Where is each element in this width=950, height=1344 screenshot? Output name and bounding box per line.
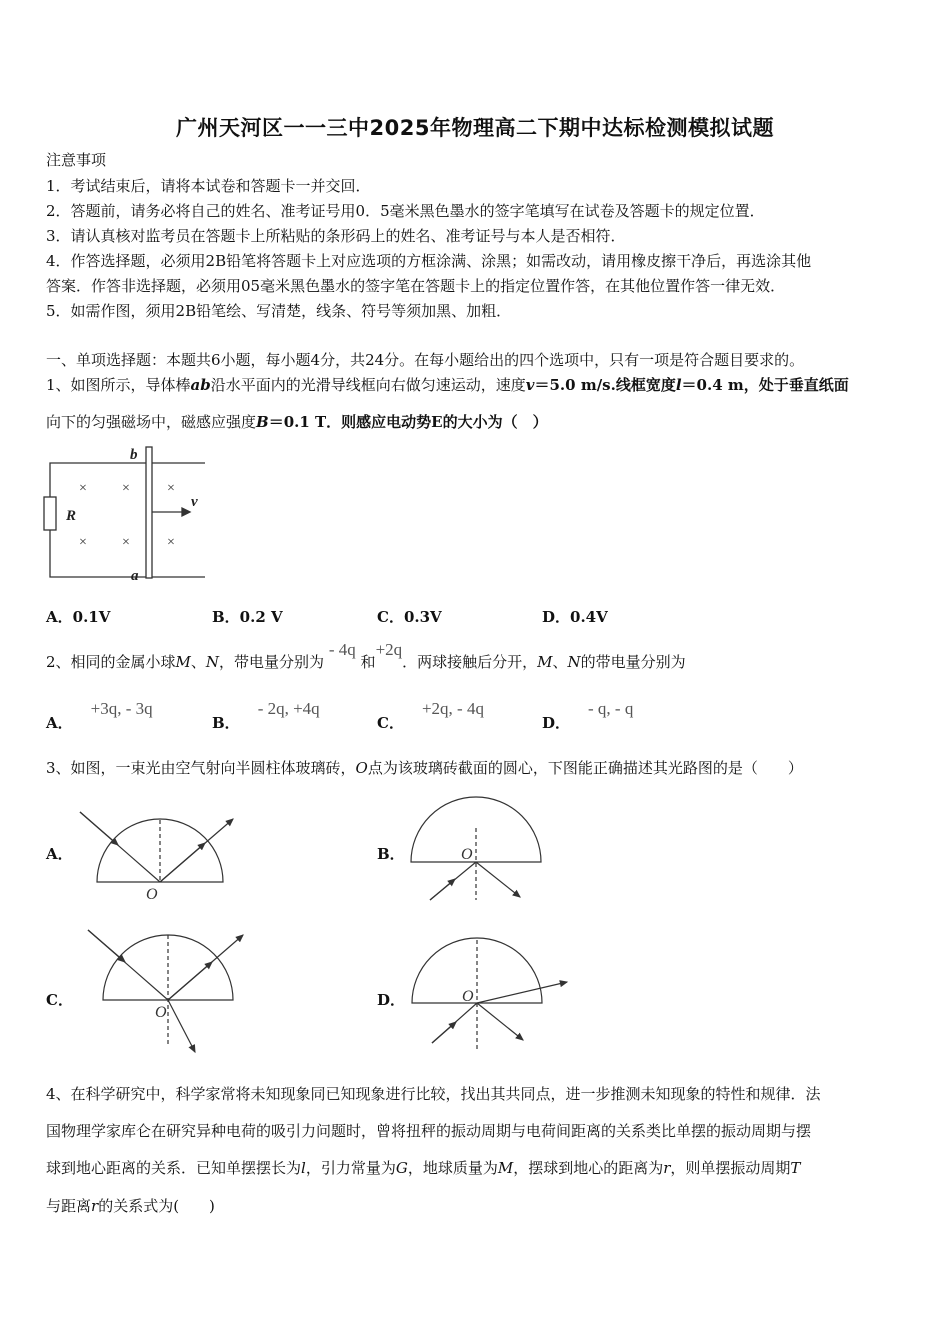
q1-option-a[interactable]: A．0.1V bbox=[46, 608, 111, 626]
q1-text-line1: 1、如图所示，导体棒ab沿水平面内的光滑导线框向右做匀速运动，速度v＝5.0 m/s.线框宽度l＝0.4 m，处于垂直纸面 bbox=[46, 376, 849, 394]
q3-option-b[interactable]: B． bbox=[377, 845, 405, 863]
label-R: R bbox=[66, 508, 77, 524]
q2-option-c[interactable]: C．+2q, - 4q bbox=[377, 699, 484, 732]
q3-option-a[interactable]: A． bbox=[46, 845, 73, 863]
field-mark: × bbox=[167, 535, 175, 550]
q3-text: 3、如图，一束光由空气射向半圆柱体玻璃砖，O点为该玻璃砖截面的圆心，下图能正确描述其光路图的是（ ） bbox=[46, 759, 803, 777]
notice-item: 1．考试结束后，请将本试卷和答题卡一并交回． bbox=[46, 177, 371, 195]
notice-item: 5．如需作图，须用2B铅笔绘、写清楚，线条、符号等须加黑、加粗． bbox=[46, 302, 512, 320]
center-label-o: O bbox=[461, 846, 473, 863]
q2-text: 2、相同的金属小球M、N，带电量分别为 - 4q 和+2q．两球接触后分开，M、N的带电量分别为 bbox=[46, 640, 686, 671]
field-mark: × bbox=[79, 481, 87, 496]
field-mark: × bbox=[122, 481, 130, 496]
label-a: a bbox=[131, 568, 139, 584]
q3-diagram-c bbox=[88, 930, 243, 1052]
q3-option-d[interactable]: D． bbox=[377, 991, 406, 1009]
q4-text-line1: 4、在科学研究中，科学家常将未知现象同已知现象进行比较，找出其共同点，进一步推测未知现象的特性和规律．法 bbox=[46, 1085, 821, 1103]
q4-text-line2: 国物理学家库仑在研究异种电荷的吸引力问题时，曾将扭秤的振动周期与电荷间距离的关系类比单摆的振动周期与摆 bbox=[46, 1122, 812, 1140]
conductor-rod bbox=[146, 447, 152, 578]
resistor bbox=[44, 497, 56, 530]
q2-option-d[interactable]: D．- q, - q bbox=[542, 699, 634, 732]
magnetic-field-marks bbox=[79, 481, 175, 550]
notice-heading: 注意事项 bbox=[46, 151, 107, 169]
notice-item: 4．作答选择题，必须用2B铅笔将答题卡上对应选项的方框涂满、涂黑；如需改动，请用橡皮擦干净后，再选涂其他 bbox=[46, 252, 812, 270]
field-mark: × bbox=[167, 481, 175, 496]
q3-diagram-b bbox=[411, 797, 541, 900]
q3-diagram-d bbox=[412, 938, 567, 1050]
field-mark: × bbox=[122, 535, 130, 550]
q1-option-c[interactable]: C．0.3V bbox=[377, 608, 442, 626]
q2-option-a[interactable]: A．+3q, - 3q bbox=[46, 699, 153, 732]
q3-option-c[interactable]: C． bbox=[46, 991, 73, 1009]
center-label-o: O bbox=[155, 1004, 167, 1021]
q3-diagram-a bbox=[80, 812, 233, 882]
q1-option-d[interactable]: D．0.4V bbox=[542, 608, 608, 626]
notice-item: 2．答题前，请务必将自己的姓名、准考证号用0．5毫米黑色墨水的签字笔填写在试卷及答题卡的规定位置． bbox=[46, 202, 765, 220]
field-mark: × bbox=[79, 535, 87, 550]
q1-option-b[interactable]: B．0.2 V bbox=[212, 608, 283, 626]
label-b: b bbox=[130, 447, 138, 463]
center-label-o: O bbox=[146, 886, 158, 903]
page-title: 广州天河区一一三中2025年物理高二下期中达标检测模拟试题 bbox=[176, 116, 774, 140]
notice-item: 答案．作答非选择题，必须用05毫米黑色墨水的签字笔在答题卡上的指定位置作答，在其他位置作答一律无效． bbox=[46, 277, 786, 295]
label-v: v bbox=[191, 494, 198, 510]
center-label-o: O bbox=[462, 988, 474, 1005]
q1-text-line2: 向下的匀强磁场中，磁感应强度B＝0.1 T．则感应电动势E的大小为（ ） bbox=[46, 413, 548, 431]
q4-text-line4: 与距离r的关系式为( ) bbox=[46, 1197, 215, 1215]
section-heading: 一、单项选择题：本题共6小题，每小题4分，共24分。在每小题给出的四个选项中，只有一项是符合题目要求的。 bbox=[46, 351, 805, 369]
notice-item: 3．请认真核对监考员在答题卡上所粘贴的条形码上的姓名、准考证号与本人是否相符． bbox=[46, 227, 626, 245]
q2-option-b[interactable]: B．- 2q, +4q bbox=[212, 699, 320, 732]
q4-text-line3: 球到地心距离的关系．已知单摆摆长为l，引力常量为G，地球质量为M，摆球到地心的距离为r，则单摆振动周期T bbox=[46, 1159, 801, 1177]
